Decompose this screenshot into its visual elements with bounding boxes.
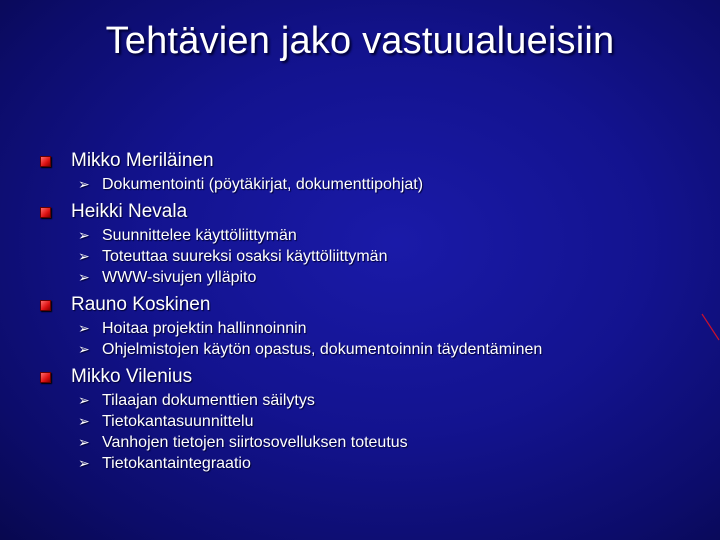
slide-title: Tehtävien jako vastuualueisiin — [105, 20, 615, 62]
person-row — [40, 292, 700, 318]
task-text: Ohjelmistojen käytön opastus, dokumentoinnin täydentäminen — [102, 340, 543, 358]
task-text: Hoitaa projektin hallinnoinnin — [102, 319, 307, 337]
task-text: Tilaajan dokumenttien säilytys — [102, 391, 315, 409]
arrowhead-bullet-icon: ➢ — [78, 248, 90, 264]
task-list — [78, 318, 700, 360]
task-text: Toteuttaa suureksi osaksi käyttöliittymän — [102, 247, 388, 265]
person-name: Mikko Meriläinen — [71, 150, 214, 171]
section-mikko-merilainen — [40, 148, 700, 195]
arrowhead-bullet-icon: ➢ — [78, 455, 90, 471]
task-item — [78, 453, 700, 474]
task-text: Dokumentointi (pöytäkirjat, dokumenttipohjat) — [102, 175, 424, 193]
task-text: WWW-sivujen ylläpito — [102, 268, 257, 286]
arrowhead-bullet-icon: ➢ — [78, 341, 90, 357]
arrowhead-bullet-icon: ➢ — [78, 227, 90, 243]
content-area — [40, 148, 700, 478]
task-list — [78, 174, 700, 195]
red-square-bullet-icon — [40, 372, 51, 383]
task-item — [78, 339, 700, 360]
person-row — [40, 364, 700, 390]
task-list — [78, 225, 700, 288]
task-item — [78, 174, 700, 195]
task-text: Tietokantasuunnittelu — [102, 412, 254, 430]
person-row — [40, 148, 700, 174]
red-square-bullet-icon — [40, 156, 51, 167]
red-square-bullet-icon — [40, 207, 51, 218]
task-text: Suunnittelee käyttöliittymän — [102, 226, 297, 244]
arrowhead-bullet-icon: ➢ — [78, 176, 90, 192]
section-mikko-vilenius — [40, 364, 700, 474]
section-rauno-koskinen — [40, 292, 700, 360]
person-name: Heikki Nevala — [71, 201, 188, 222]
task-item — [78, 267, 700, 288]
red-square-bullet-icon — [40, 300, 51, 311]
decorative-line — [700, 312, 720, 342]
section-heikki-nevala — [40, 199, 700, 288]
task-item — [78, 390, 700, 411]
arrowhead-bullet-icon: ➢ — [78, 392, 90, 408]
task-item — [78, 432, 700, 453]
task-text: Tietokantaintegraatio — [102, 454, 251, 472]
task-text: Vanhojen tietojen siirtosovelluksen toteutus — [102, 433, 408, 451]
person-name: Mikko Vilenius — [71, 366, 193, 387]
task-list — [78, 390, 700, 474]
task-item — [78, 411, 700, 432]
task-item — [78, 225, 700, 246]
arrowhead-bullet-icon: ➢ — [78, 413, 90, 429]
arrowhead-bullet-icon: ➢ — [78, 320, 90, 336]
task-item — [78, 318, 700, 339]
arrowhead-bullet-icon: ➢ — [78, 434, 90, 450]
person-row — [40, 199, 700, 225]
task-item — [78, 246, 700, 267]
arrowhead-bullet-icon: ➢ — [78, 269, 90, 285]
person-name: Rauno Koskinen — [71, 294, 211, 315]
